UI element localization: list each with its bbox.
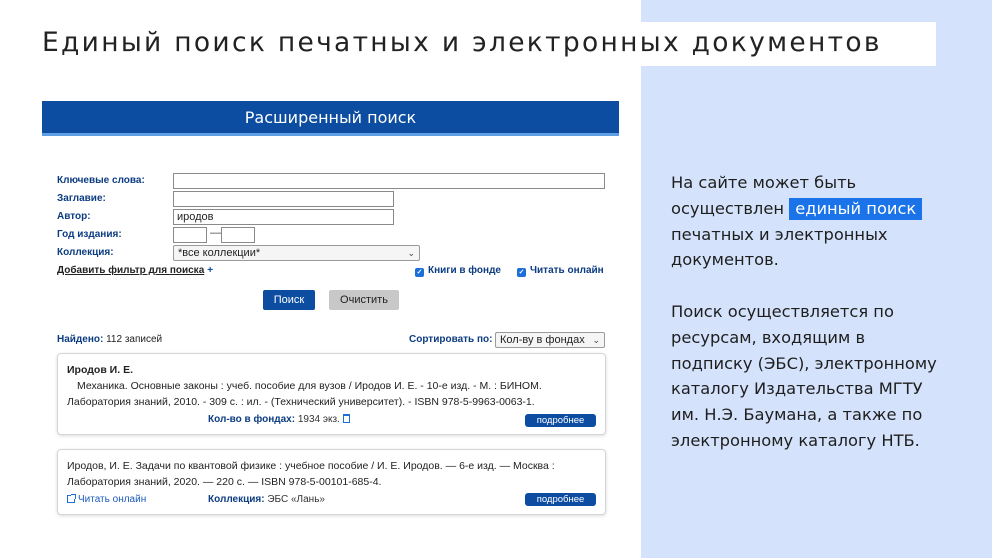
result-card — [57, 449, 606, 515]
collection-label: Коллекция: — [57, 247, 114, 258]
collection-meta-label: Коллекция: — [208, 494, 265, 505]
result-card — [57, 353, 606, 435]
add-filter-label: Добавить фильтр для поиска — [57, 265, 205, 276]
books-in-stock-checkbox[interactable] — [415, 265, 501, 277]
result-collection — [208, 494, 325, 505]
slide-title: Единый поиск печатных и электронных документов — [42, 27, 882, 58]
advanced-search-header: Расширенный поиск — [42, 101, 619, 136]
highlight-unified-search: единый поиск — [789, 198, 922, 220]
result-description-line: Механика. Основные законы : учеб. пособие для вузов / Иродов И. Е. - 10-е изд. - М. : БИНОМ. — [77, 380, 542, 392]
author-label: Автор: — [57, 211, 91, 222]
holdings-label: Кол-во в фондах: — [208, 414, 296, 425]
details-button[interactable]: подробнее — [525, 493, 596, 506]
collection-meta-value: ЭБС «Лань» — [267, 494, 325, 505]
holdings-value: 1934 экз. — [297, 414, 340, 425]
checkbox-checked-icon: ✓ — [416, 269, 423, 276]
sort-select[interactable] — [495, 332, 605, 348]
author-input[interactable]: иродов — [173, 209, 394, 225]
details-button[interactable]: подробнее — [525, 414, 596, 427]
year-from-input[interactable] — [173, 227, 207, 243]
books-in-stock-label: Книги в фонде — [428, 265, 501, 276]
checkbox-checked-icon: ✓ — [518, 269, 525, 276]
found-count: 112 записей — [106, 334, 163, 345]
add-filter-link[interactable] — [57, 265, 213, 276]
result-description-line: Лаборатория знаний, 2020. — 220 с. — ISBN 978-5-00101-685-4. — [67, 476, 382, 488]
found-label: Найдено: — [57, 334, 104, 345]
result-holdings — [208, 414, 350, 425]
clear-button[interactable]: Очистить — [329, 290, 399, 310]
chevron-down-icon: ⌄ — [592, 335, 600, 345]
description-paragraph-2: Поиск осуществляется по ресурсам, входящим в подписку (ЭБС), электронному каталогу Издательства МГТУ им. Н.Э. Баумана, а также по электронному каталогу НТБ. — [671, 301, 937, 450]
result-description-line: Лаборатория знаний, 2010. - 309 с. : ил. - (Технический университет). - ISBN 978-5-9963-0063-1. — [67, 396, 535, 408]
read-online-link-label: Читать онлайн — [78, 494, 147, 505]
year-separator: — — [210, 227, 221, 239]
results-count — [57, 334, 162, 345]
sort-label: Сортировать по: — [409, 334, 493, 345]
chevron-down-icon: ⌄ — [407, 248, 415, 258]
description-paragraph-1: На сайте может быть осуществлен единый поиск печатных и электронных документов. — [671, 170, 971, 273]
search-button[interactable]: Поиск — [263, 290, 315, 310]
sort-select-value: Кол-ву в фондах — [500, 334, 585, 346]
title-label: Заглавие: — [57, 193, 106, 204]
keywords-input[interactable] — [173, 173, 605, 189]
keywords-label: Ключевые слова: — [57, 175, 145, 186]
plus-icon: + — [207, 265, 214, 276]
description-text — [671, 170, 971, 454]
title-input[interactable] — [173, 191, 394, 207]
read-online-label: Читать онлайн — [530, 265, 604, 276]
result-author: Иродов И. Е. — [67, 364, 133, 376]
external-link-icon — [67, 495, 75, 503]
year-label: Год издания: — [57, 229, 122, 240]
read-online-link[interactable] — [67, 494, 146, 505]
collection-select-value: *все коллекции* — [178, 247, 261, 259]
collection-select[interactable] — [173, 245, 420, 261]
read-online-checkbox[interactable] — [517, 265, 604, 277]
year-to-input[interactable] — [221, 227, 255, 243]
result-description-line: Иродов, И. Е. Задачи по квантовой физике : учебное пособие / И. Е. Иродов. — 6-е изд. — Москва : — [67, 460, 555, 472]
document-icon[interactable] — [343, 414, 350, 423]
